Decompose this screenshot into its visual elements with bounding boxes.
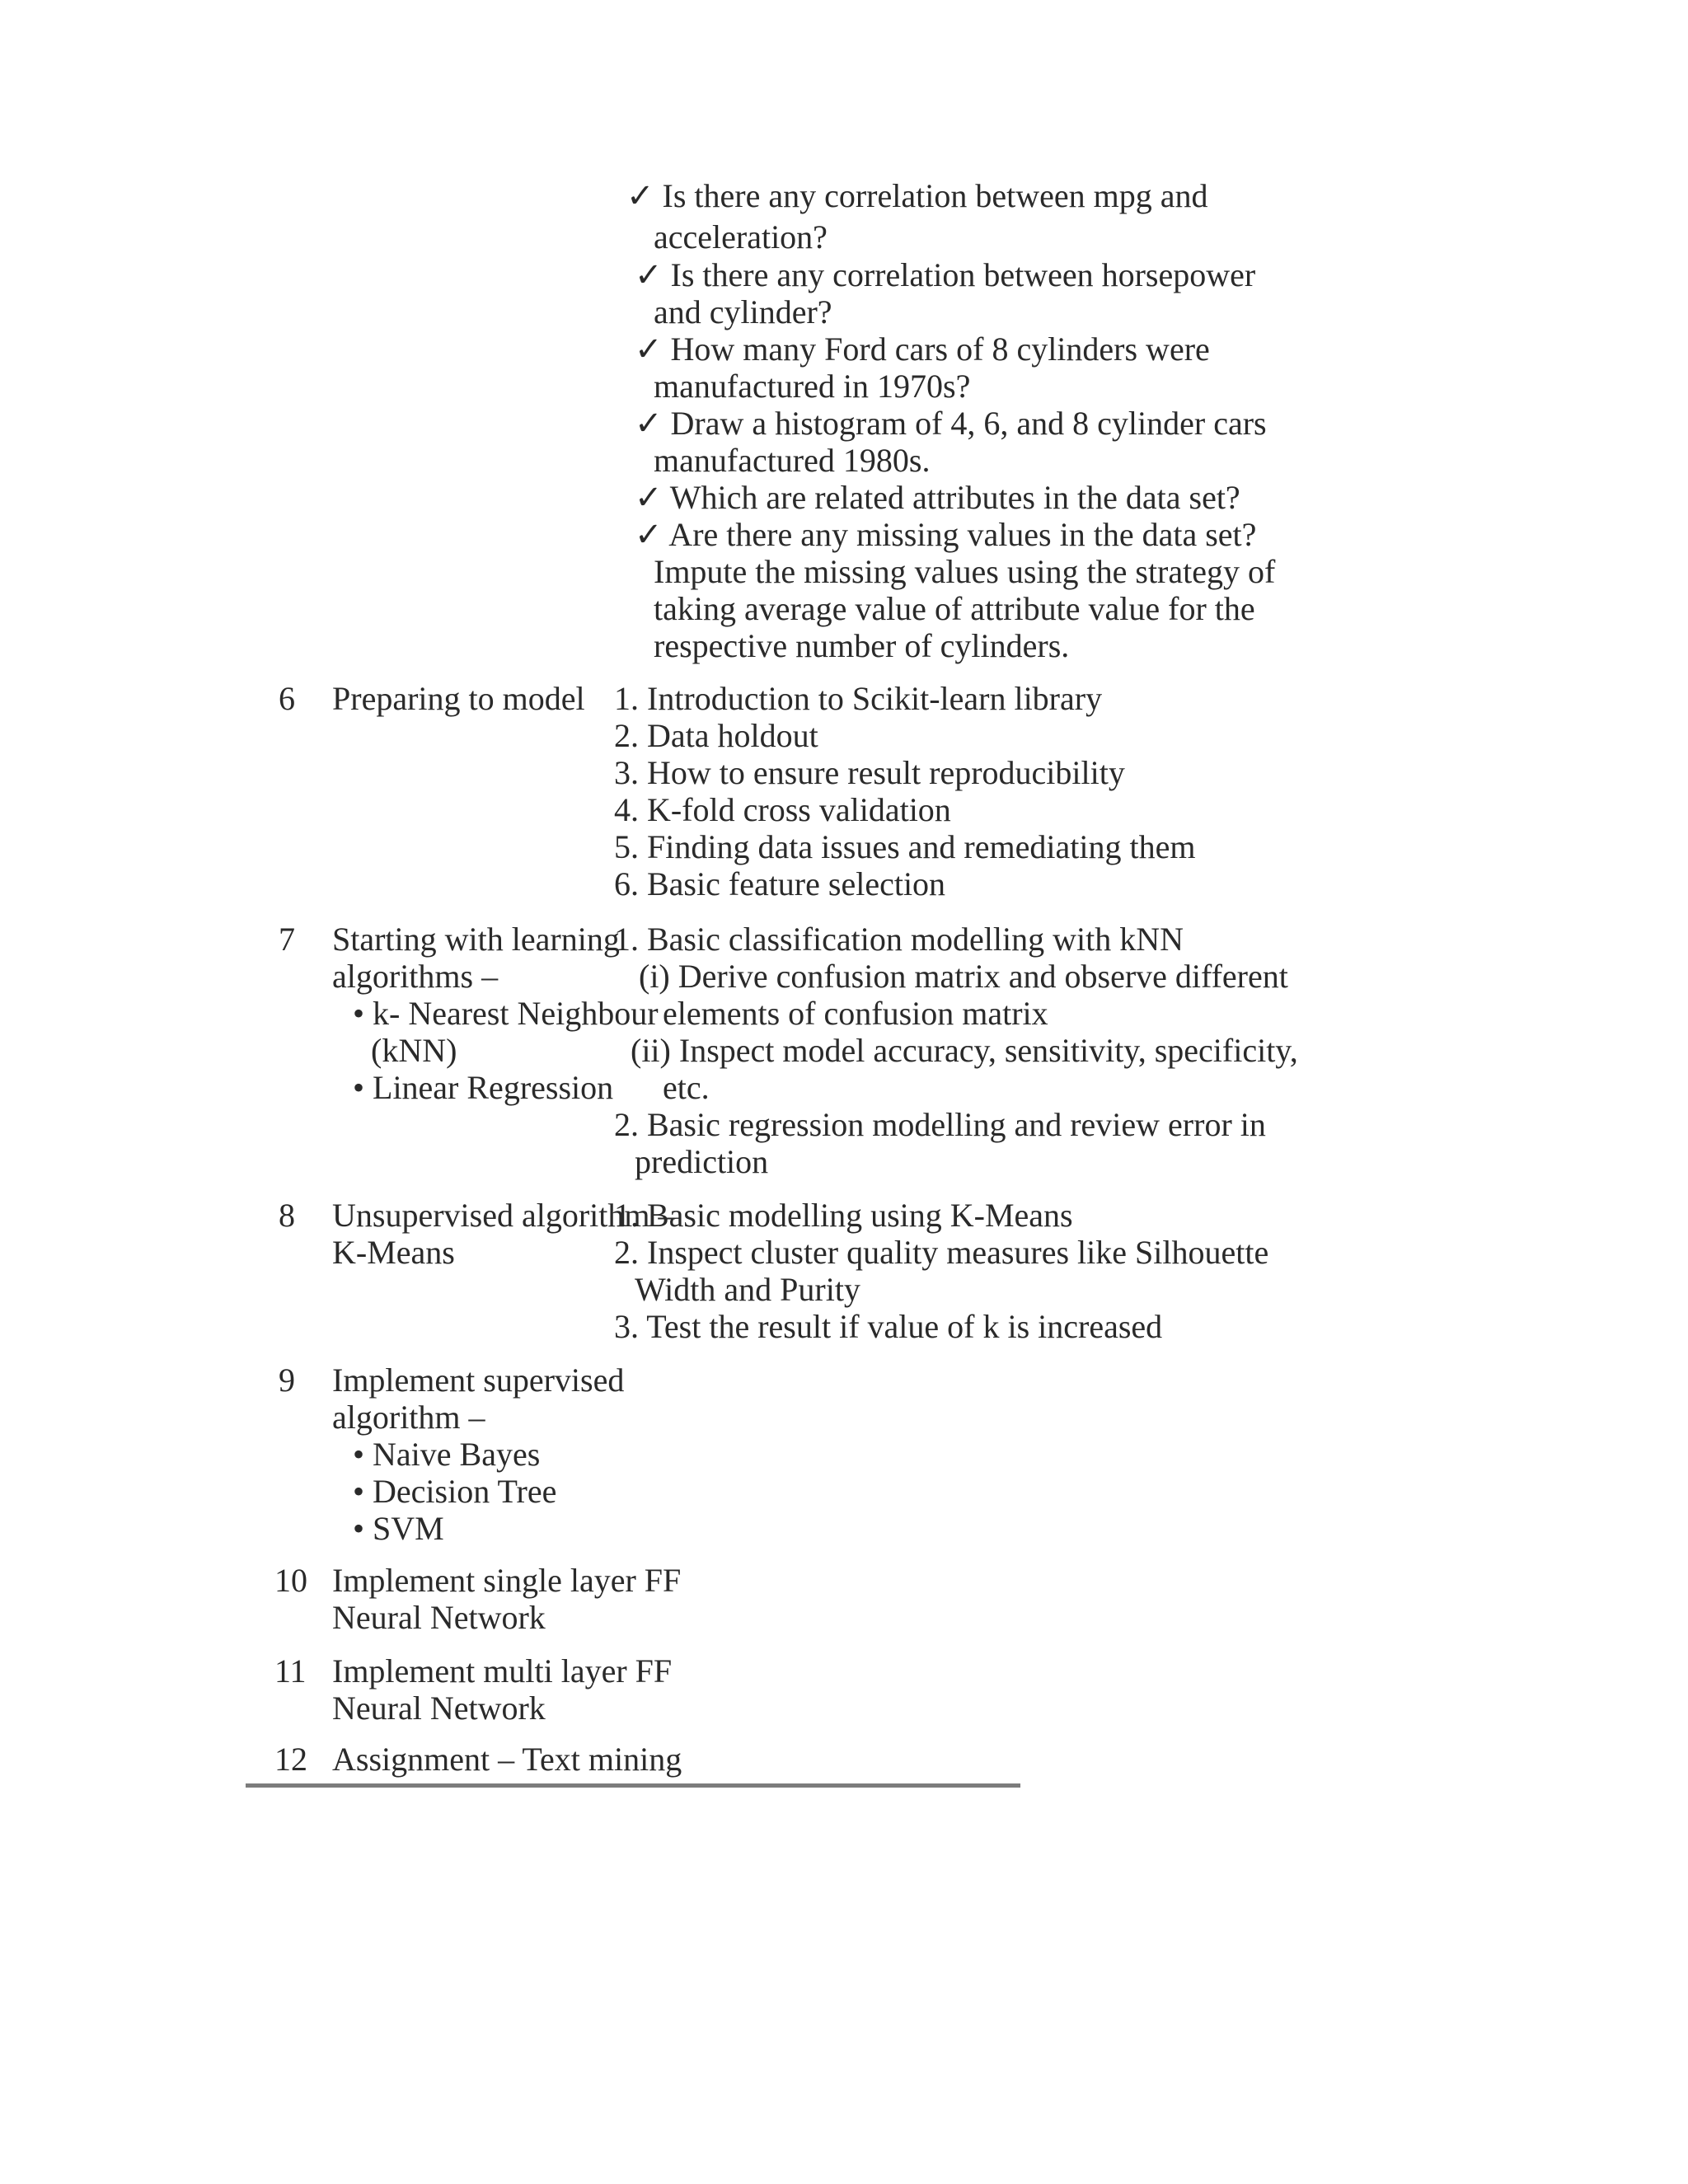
row-topic-line: (kNN) xyxy=(371,1032,457,1069)
row-task-subline: etc. xyxy=(663,1069,710,1106)
row-topic-line: Implement supervised xyxy=(332,1361,625,1399)
row-task-line: 2. Data holdout xyxy=(614,717,818,754)
table-bottom-rule xyxy=(246,1783,1020,1788)
row-number: 7 xyxy=(279,921,295,958)
row-topic-line: Neural Network xyxy=(332,1690,546,1727)
row-topic-line: Implement multi layer FF xyxy=(332,1652,673,1690)
continued-line: ✓ Draw a histogram of 4, 6, and 8 cylinder cars xyxy=(635,405,1267,442)
row-number: 6 xyxy=(279,680,295,717)
row-task-line: Width and Purity xyxy=(635,1271,860,1308)
continued-line: ✓ Which are related attributes in the data set? xyxy=(635,479,1240,516)
row-number: 11 xyxy=(274,1652,307,1690)
continued-line: respective number of cylinders. xyxy=(654,627,1070,664)
row-task-line: 1. Basic modelling using K-Means xyxy=(614,1197,1073,1234)
row-task-line: prediction xyxy=(635,1143,769,1180)
continued-line: manufactured in 1970s? xyxy=(654,368,971,405)
row-number: 12 xyxy=(274,1741,307,1778)
row-number: 9 xyxy=(279,1361,295,1399)
row-topic-bullet: • Linear Regression xyxy=(353,1069,614,1106)
row-task-line: 4. K-fold cross validation xyxy=(614,791,951,828)
continued-line: manufactured 1980s. xyxy=(654,442,931,479)
row-task-line: 1. Basic classification modelling with kNN xyxy=(614,921,1184,958)
row-task-line: 1. Introduction to Scikit-learn library xyxy=(614,680,1103,717)
continued-line: ✓ Is there any correlation between horsepower xyxy=(635,256,1256,293)
row-topic-line: Implement single layer FF xyxy=(332,1562,682,1599)
continued-line: acceleration? xyxy=(654,218,828,255)
row-task-line: 2. Basic regression modelling and review error in xyxy=(614,1106,1266,1143)
row-task-line: 2. Inspect cluster quality measures like Silhouette xyxy=(614,1234,1269,1271)
row-task-line: 3. Test the result if value of k is increased xyxy=(614,1308,1163,1345)
row-task-subline: (i) Derive confusion matrix and observe different xyxy=(639,958,1288,995)
row-topic-line: Preparing to model xyxy=(332,680,585,717)
row-topic-line: K-Means xyxy=(332,1234,455,1271)
row-task-subline: (ii) Inspect model accuracy, sensitivity, specificity, xyxy=(631,1032,1298,1069)
cut-off-line xyxy=(626,177,1208,214)
row-topic-bullet: • k- Nearest Neighbour xyxy=(353,995,659,1032)
row-topic-line: algorithms – xyxy=(332,958,499,995)
continued-line: ✓ Are there any missing values in the data set? xyxy=(635,516,1257,553)
row-task-line: 3. How to ensure result reproducibility xyxy=(614,754,1125,791)
row-topic-line: algorithm – xyxy=(332,1399,485,1436)
row-task-line: 5. Finding data issues and remediating them xyxy=(614,828,1196,865)
row-topic-bullet: • Naive Bayes xyxy=(353,1436,541,1473)
continued-line: and cylinder? xyxy=(654,293,832,330)
row-task-line: 6. Basic feature selection xyxy=(614,865,946,902)
row-number: 10 xyxy=(274,1562,307,1599)
continued-line-cut: ✓ Is there any correlation between mpg and xyxy=(626,177,1208,214)
row-topic-bullet: • SVM xyxy=(353,1510,444,1547)
row-topic-line: Unsupervised algorithm – xyxy=(332,1197,675,1234)
row-task-subline: elements of confusion matrix xyxy=(663,995,1048,1032)
continued-line: ✓ How many Ford cars of 8 cylinders were xyxy=(635,330,1210,368)
row-topic-bullet: • Decision Tree xyxy=(353,1473,557,1510)
row-number: 8 xyxy=(279,1197,295,1234)
continued-line: taking average value of attribute value for the xyxy=(654,590,1255,627)
continued-line: Impute the missing values using the strategy of xyxy=(654,553,1276,590)
row-topic-line: Assignment – Text mining xyxy=(332,1741,682,1778)
row-topic-line: Starting with learning xyxy=(332,921,620,958)
row-topic-line: Neural Network xyxy=(332,1599,546,1636)
